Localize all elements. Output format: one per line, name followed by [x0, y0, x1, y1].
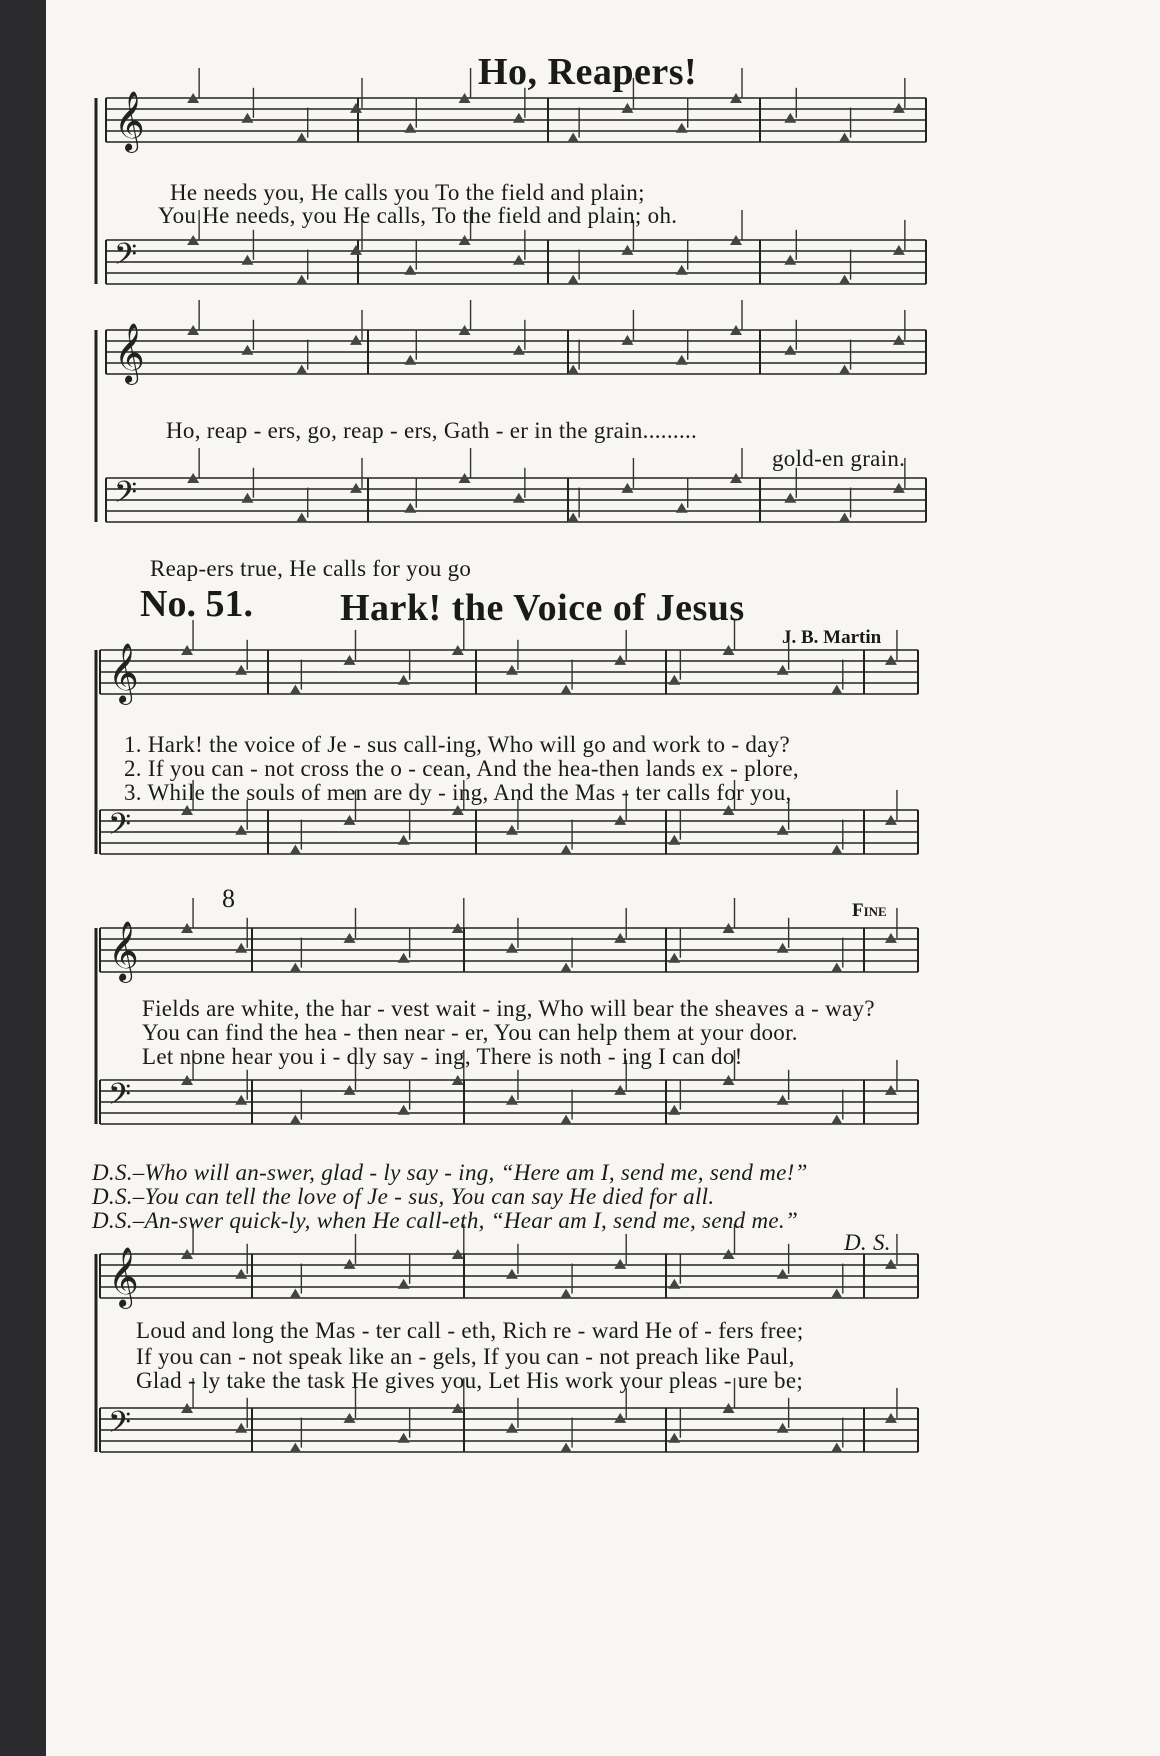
- note-head: [241, 113, 253, 123]
- note-head: [668, 1433, 680, 1443]
- note-head: [668, 1105, 680, 1115]
- note-head: [676, 355, 688, 365]
- note-head: [839, 275, 851, 285]
- note-head: [777, 825, 789, 835]
- note-head: [506, 825, 518, 835]
- note-head: [235, 1269, 247, 1279]
- note-head: [614, 1259, 626, 1269]
- note-head: [235, 943, 247, 953]
- note-head: [350, 103, 362, 113]
- note-head: [404, 265, 416, 275]
- lyric-line: You He needs, you He calls, To the field and plain; oh.: [158, 203, 678, 228]
- note-head: [506, 1423, 518, 1433]
- verse-line: Let none hear you i - dly say - ing, There is noth - ing I can do!: [142, 1044, 743, 1069]
- treble-clef-icon: 𝄞: [108, 645, 139, 702]
- note-head: [784, 255, 796, 265]
- note-head: [506, 665, 518, 675]
- verse-line: Glad - ly take the task He gives you, Let His work your pleas - ure be;: [136, 1368, 804, 1393]
- verse-line: You can find the hea - then near - er, You can help them at your door.: [142, 1020, 798, 1045]
- note-head: [614, 655, 626, 665]
- note-head: [398, 953, 410, 963]
- note-head: [506, 1269, 518, 1279]
- bass-clef-icon: 𝄢: [114, 238, 138, 278]
- note-head: [893, 335, 905, 345]
- note-head: [614, 933, 626, 943]
- note-head: [893, 245, 905, 255]
- note-head: [398, 1433, 410, 1443]
- note-head: [404, 503, 416, 513]
- note-head: [839, 513, 851, 523]
- note-head: [885, 1085, 897, 1095]
- note-head: [668, 953, 680, 963]
- note-head: [614, 1413, 626, 1423]
- note-head: [344, 1085, 356, 1095]
- verse-line: Loud and long the Mas - ter call - eth, Rich re - ward He of - fers free;: [136, 1318, 804, 1343]
- note-head: [513, 113, 525, 123]
- hymn-title: Ho, Reapers!: [478, 51, 698, 93]
- note-head: [296, 365, 308, 375]
- treble-clef-icon: 𝄞: [114, 325, 145, 382]
- lyric-line: Reap-ers true, He calls for you go: [150, 556, 472, 581]
- note-head: [296, 275, 308, 285]
- segno-mark: 8: [222, 884, 235, 913]
- note-head: [404, 123, 416, 133]
- note-head: [235, 1095, 247, 1105]
- note-head: [404, 355, 416, 365]
- verse-line: 2. If you can - not cross the o - cean, And the hea-then lands ex - plore,: [124, 756, 799, 781]
- note-head: [885, 1413, 897, 1423]
- note-head: [289, 845, 301, 855]
- note-head: [567, 133, 579, 143]
- note-head: [614, 815, 626, 825]
- bass-clef-icon: 𝄢: [114, 476, 138, 516]
- note-head: [621, 335, 633, 345]
- note-head: [289, 1443, 301, 1453]
- note-head: [614, 1085, 626, 1095]
- note-head: [289, 963, 301, 973]
- note-head: [344, 815, 356, 825]
- note-head: [560, 845, 572, 855]
- verse-line: If you can - not speak like an - gels, If you can - not preach like Paul,: [136, 1344, 795, 1369]
- note-head: [289, 1289, 301, 1299]
- note-head: [831, 1289, 843, 1299]
- note-head: [885, 933, 897, 943]
- note-head: [398, 675, 410, 685]
- lyric-line: gold-en grain.: [772, 446, 906, 471]
- note-head: [784, 345, 796, 355]
- composer: J. B. Martin: [782, 627, 882, 648]
- note-head: [560, 1289, 572, 1299]
- treble-clef-icon: 𝄞: [108, 923, 139, 980]
- lyric-line: He needs you, He calls you To the field and plain;: [170, 180, 645, 205]
- book-binding: [0, 0, 46, 1756]
- note-head: [235, 665, 247, 675]
- hymnal-page: [46, 0, 1160, 1756]
- music-staves: [46, 0, 1160, 1756]
- note-head: [621, 483, 633, 493]
- note-head: [398, 1105, 410, 1115]
- note-head: [241, 345, 253, 355]
- note-head: [676, 265, 688, 275]
- note-head: [296, 133, 308, 143]
- note-head: [831, 1443, 843, 1453]
- note-head: [784, 113, 796, 123]
- note-head: [777, 665, 789, 675]
- note-head: [839, 365, 851, 375]
- note-head: [506, 943, 518, 953]
- ds-line: D.S.–You can tell the love of Je - sus, You can say He died for all.: [92, 1184, 715, 1209]
- note-head: [344, 1259, 356, 1269]
- treble-clef-icon: 𝄞: [108, 1249, 139, 1306]
- note-head: [893, 103, 905, 113]
- lyric-line: Ho, reap - ers, go, reap - ers, Gath - er in the grain.........: [166, 418, 698, 443]
- note-head: [560, 685, 572, 695]
- note-head: [777, 943, 789, 953]
- note-head: [560, 1115, 572, 1125]
- note-head: [777, 1269, 789, 1279]
- bass-clef-icon: 𝄢: [108, 808, 132, 848]
- note-head: [398, 1279, 410, 1289]
- note-head: [831, 685, 843, 695]
- note-head: [885, 1259, 897, 1269]
- verse-line: Fields are white, the har - vest wait - ing, Who will bear the sheaves a - way?: [142, 996, 875, 1021]
- note-head: [344, 933, 356, 943]
- ds-mark: D. S.: [844, 1230, 891, 1255]
- note-head: [241, 493, 253, 503]
- note-head: [893, 483, 905, 493]
- note-head: [344, 1413, 356, 1423]
- note-head: [676, 123, 688, 133]
- note-head: [831, 1115, 843, 1125]
- note-head: [506, 1095, 518, 1105]
- note-head: [676, 503, 688, 513]
- hymn-number: No. 51.: [140, 583, 253, 625]
- bass-clef-icon: 𝄢: [108, 1078, 132, 1118]
- fine-mark: Fine: [852, 900, 887, 921]
- note-head: [296, 513, 308, 523]
- note-head: [513, 255, 525, 265]
- note-head: [784, 493, 796, 503]
- note-head: [668, 1279, 680, 1289]
- note-head: [885, 655, 897, 665]
- note-head: [289, 685, 301, 695]
- note-head: [885, 815, 897, 825]
- note-head: [513, 493, 525, 503]
- verse-line: 1. Hark! the voice of Je - sus call-ing, Who will go and work to - day?: [124, 732, 790, 757]
- note-head: [350, 245, 362, 255]
- note-head: [777, 1095, 789, 1105]
- note-head: [839, 133, 851, 143]
- verse-line: 3. While the souls of men are dy - ing, And the Mas - ter calls for you,: [124, 780, 792, 805]
- note-head: [621, 245, 633, 255]
- note-head: [289, 1115, 301, 1125]
- note-head: [777, 1423, 789, 1433]
- note-head: [560, 1443, 572, 1453]
- note-head: [235, 1423, 247, 1433]
- ds-line: D.S.–Who will an-swer, glad - ly say - ing, “Here am I, send me, send me!”: [92, 1160, 808, 1185]
- hymn-title: Hark! the Voice of Jesus: [340, 587, 745, 629]
- note-head: [513, 345, 525, 355]
- note-head: [831, 963, 843, 973]
- note-head: [831, 845, 843, 855]
- note-head: [567, 275, 579, 285]
- treble-clef-icon: 𝄞: [114, 93, 145, 150]
- note-head: [344, 655, 356, 665]
- note-head: [621, 103, 633, 113]
- note-head: [398, 835, 410, 845]
- note-head: [560, 963, 572, 973]
- bass-clef-icon: 𝄢: [108, 1406, 132, 1446]
- note-head: [350, 483, 362, 493]
- ds-line: D.S.–An-swer quick-ly, when He call-eth, “Hear am I, send me, send me.”: [92, 1208, 799, 1233]
- note-head: [350, 335, 362, 345]
- note-head: [668, 675, 680, 685]
- note-head: [241, 255, 253, 265]
- note-head: [235, 825, 247, 835]
- note-head: [668, 835, 680, 845]
